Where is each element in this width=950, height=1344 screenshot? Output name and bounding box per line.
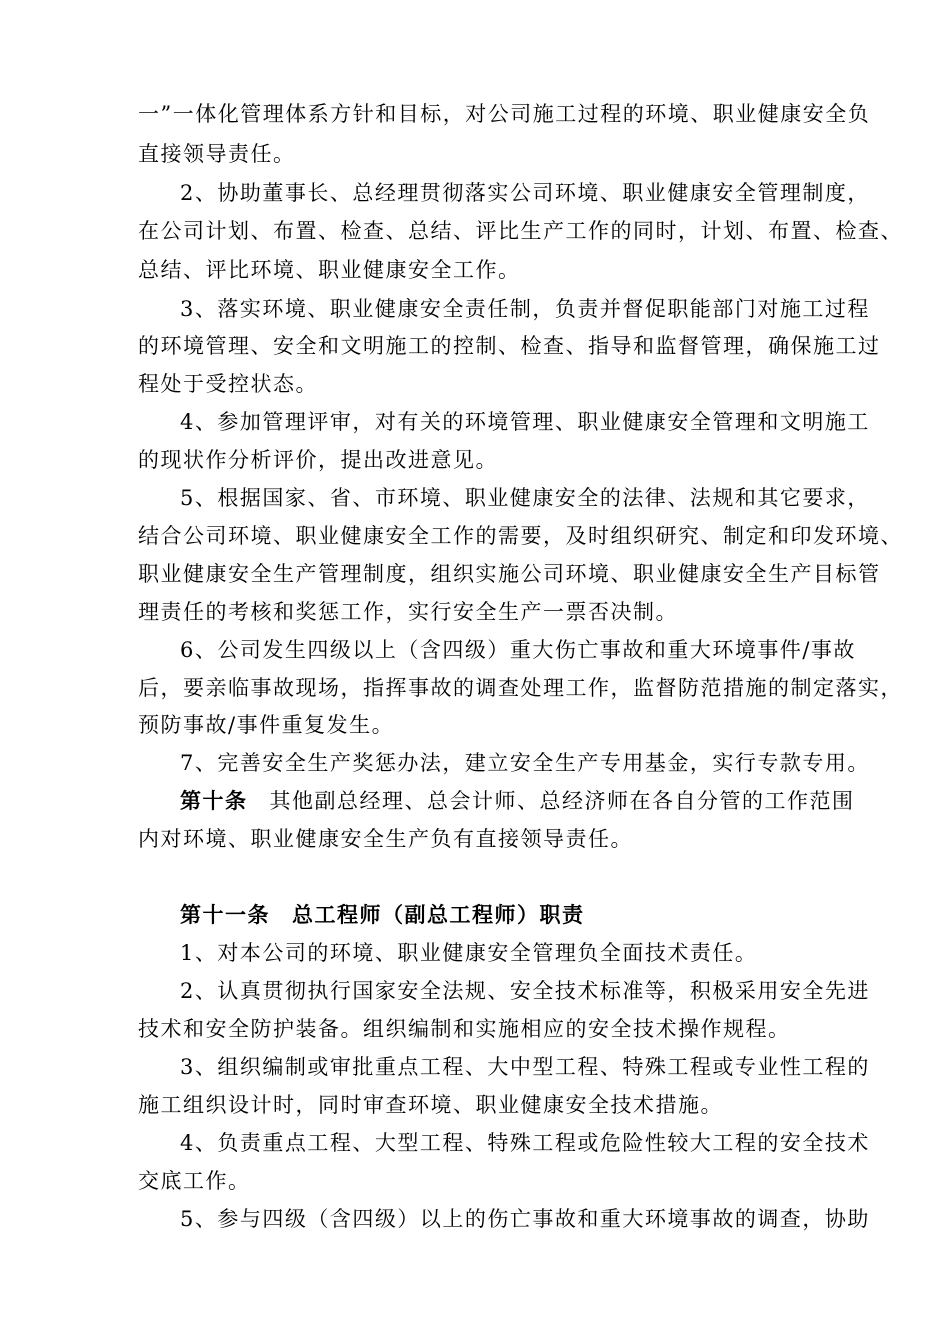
text-line: 6、公司发生四级以上（含四级）重大伤亡事故和重大环境事件/事故 — [180, 638, 856, 662]
text-line: 2、认真贯彻执行国家安全法规、安全技术标准等，积极采用安全先进 — [180, 979, 870, 1003]
text-line: 3、组织编制或审批重点工程、大中型工程、特殊工程或专业性工程的 — [180, 1055, 870, 1079]
text-line: 4、负责重点工程、大型工程、特殊工程或危险性较大工程的安全技术 — [180, 1131, 870, 1155]
text-line: 总结、评比环境、职业健康安全工作。 — [138, 258, 521, 282]
text-line: 在公司计划、布置、检查、总结、评比生产工作的同时，计划、布置、检查、 — [138, 219, 903, 243]
article-11-heading: 第十一条 — [180, 903, 270, 927]
text-line: 内对环境、职业健康安全生产负有直接领导责任。 — [138, 827, 633, 851]
text-line: 程处于受控状态。 — [138, 372, 318, 396]
text-line: 预防事故/事件重复发生。 — [138, 713, 395, 737]
article-10-line — [180, 787, 880, 815]
article-11-heading-line — [180, 901, 880, 929]
text-line: 一”一体化管理体系方针和目标，对公司施工过程的环境、职业健康安全负 — [138, 102, 871, 126]
text-line: 的现状作分析评价，提出改进意见。 — [138, 448, 498, 472]
text-line: 5、参与四级（含四级）以上的伤亡事故和重大环境事故的调查，协助 — [180, 1207, 870, 1231]
text-line: 的环境管理、安全和文明施工的控制、检查、指导和监督管理，确保施工过 — [138, 334, 881, 358]
text-line: 5、根据国家、省、市环境、职业健康安全的法律、法规和其它要求， — [180, 486, 870, 510]
text-line: 后，要亲临事故现场，指挥事故的调查处理工作，监督防范措施的制定落实， — [138, 676, 903, 700]
text-line: 3、落实环境、职业健康安全责任制，负责并督促职能部门对施工过程 — [180, 297, 870, 321]
text-line: 施工组织设计时，同时审查环境、职业健康安全技术措施。 — [138, 1093, 723, 1117]
article-11-title: 总工程师（副总工程师）职责 — [292, 903, 585, 927]
article-10-label: 第十条 — [180, 789, 248, 813]
text-line: 职业健康安全生产管理制度，组织实施公司环境、职业健康安全生产目标管 — [138, 562, 881, 586]
text-line: 技术和安全防护装备。组织编制和实施相应的安全技术操作规程。 — [138, 1017, 791, 1041]
article-10-text: 其他副总经理、总会计师、总经济师在各自分管的工作范围 — [269, 789, 855, 813]
text-line: 理责任的考核和奖惩工作，实行安全生产一票否决制。 — [138, 600, 678, 624]
text-line: 结合公司环境、职业健康安全工作的需要，及时组织研究、制定和印发环境、 — [138, 524, 903, 548]
text-line: 4、参加管理评审，对有关的环境管理、职业健康安全管理和文明施工 — [180, 410, 870, 434]
text-line: 交底工作。 — [138, 1169, 251, 1193]
text-line: 1、对本公司的环境、职业健康安全管理负全面技术责任。 — [180, 941, 758, 965]
text-line: 直接领导责任。 — [138, 142, 296, 166]
text-line: 2、协助董事长、总经理贯彻落实公司环境、职业健康安全管理制度， — [180, 181, 870, 205]
text-line: 7、完善安全生产奖惩办法，建立安全生产专用基金，实行专款专用。 — [180, 751, 870, 775]
